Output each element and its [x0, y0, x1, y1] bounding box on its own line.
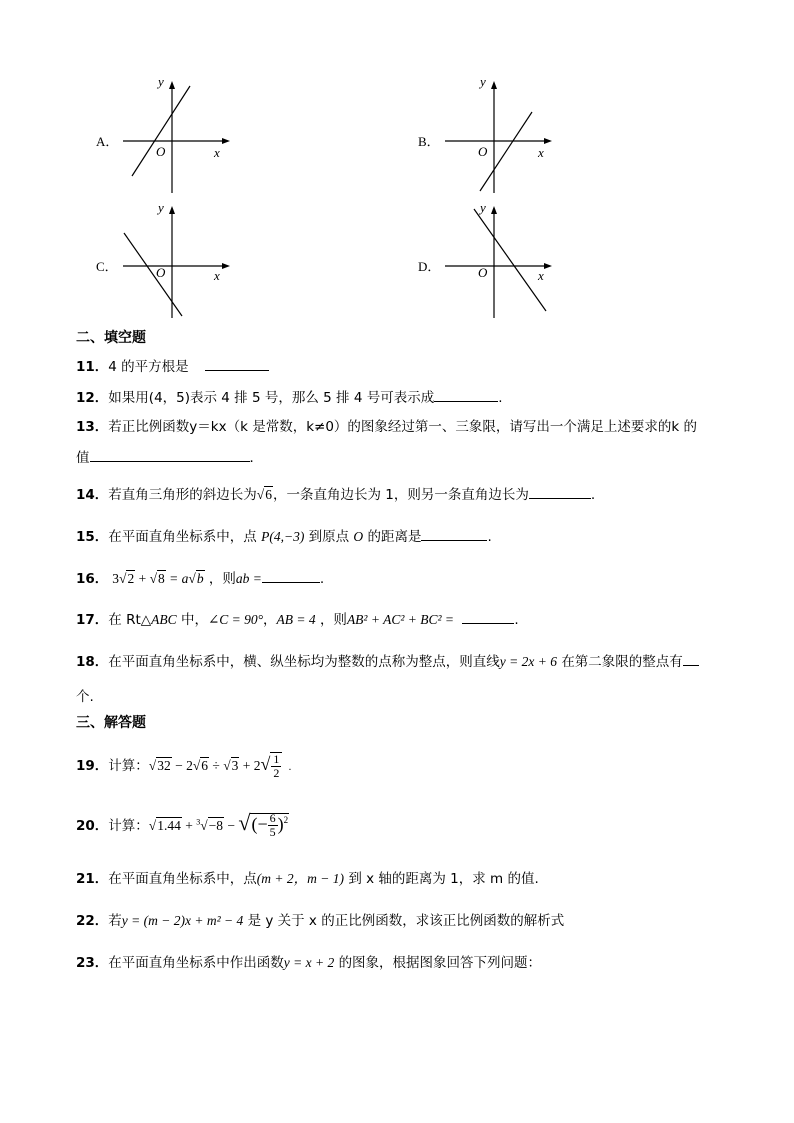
answer-blank[interactable]	[262, 570, 320, 583]
question-16: 16． 3√2 + √8 = a√b ，则ab = .	[76, 571, 325, 587]
x-axis-label: x	[214, 268, 220, 283]
x-axis-label: x	[538, 268, 544, 283]
question-18-line2: 个.	[76, 689, 94, 705]
answer-blank[interactable]	[90, 449, 250, 462]
question-19: 19．计算：√32 − 2√6 ÷ √3 + 2√ $\frac{1}{2}$ .	[76, 752, 292, 780]
y-axis-label: y	[480, 74, 486, 89]
question-13: 13．若正比例函数y＝kx（k 是常数，k≠0）的图象经过第一、三象限，请写出一个满足上述要求的k 的	[76, 419, 698, 435]
question-13-line2: 值 ．	[76, 450, 263, 466]
question-11: 11．4 的平方根是	[76, 355, 269, 375]
question-17: 17．在 Rt△ABC 中，∠C = 90°，AB = 4 ，则AB² + AC² + BC² = .	[76, 612, 519, 628]
x-axis-label: x	[214, 145, 220, 160]
y-axis-label: y	[480, 200, 486, 215]
origin-label: O	[478, 144, 488, 159]
origin-label: O	[156, 144, 166, 159]
option-b-graph	[440, 76, 555, 196]
section-fill-in-title: 二、填空题	[76, 330, 146, 346]
answer-blank[interactable]	[683, 653, 699, 666]
x-axis-label: x	[538, 145, 544, 160]
answer-blank[interactable]	[434, 389, 498, 402]
option-a-graph	[118, 76, 233, 196]
option-c-label: C．	[96, 259, 118, 274]
question-18: 18．在平面直角坐标系中，横、纵坐标均为整数的点称为整点，则直线y = 2x + 6 在第二象限的整点有	[76, 650, 699, 670]
option-c-graph	[118, 201, 233, 321]
question-22: 22．若y = (m − 2)x + m² − 4 是 y 关于 x 的正比例函数，求该正比例函数的解析式	[76, 913, 565, 929]
answer-blank[interactable]	[421, 528, 487, 541]
option-d-graph	[440, 201, 555, 321]
answer-blank[interactable]	[462, 611, 514, 624]
question-12: 12．如果用(4，5)表示 4 排 5 号，那么 5 排 4 号可表示成 .	[76, 390, 503, 406]
question-14: 14．若直角三角形的斜边长为√6，一条直角边长为 1，则另一条直角边长为 .	[76, 487, 596, 503]
origin-label: O	[156, 265, 166, 280]
section-solve-title: 三、解答题	[76, 715, 146, 731]
origin-label: O	[478, 265, 488, 280]
option-a-label: A．	[96, 134, 119, 149]
line-a	[132, 86, 190, 176]
option-d-label: D．	[418, 259, 441, 274]
line-d	[474, 209, 546, 311]
line-b	[480, 112, 532, 191]
y-axis-label: y	[158, 200, 164, 215]
question-23: 23．在平面直角坐标系中作出函数y = x + 2 的图象，根据图象回答下列问题：	[76, 955, 542, 971]
answer-blank[interactable]	[529, 486, 591, 499]
question-20: 20．计算：√1.44 + $^3$√−8 − √(− $\frac{6}{5}$ )$^2$	[76, 810, 289, 840]
option-b-label: B．	[418, 134, 440, 149]
y-axis-label: y	[158, 74, 164, 89]
question-21: 21．在平面直角坐标系中，点(m + 2，m − 1) 到 x 轴的距离为 1，求 m 的值.	[76, 871, 539, 887]
line-c	[124, 233, 182, 316]
question-15: 15．在平面直角坐标系中，点 P(4,−3) 到原点 O 的距离是 .	[76, 529, 492, 545]
answer-blank[interactable]	[205, 358, 269, 371]
